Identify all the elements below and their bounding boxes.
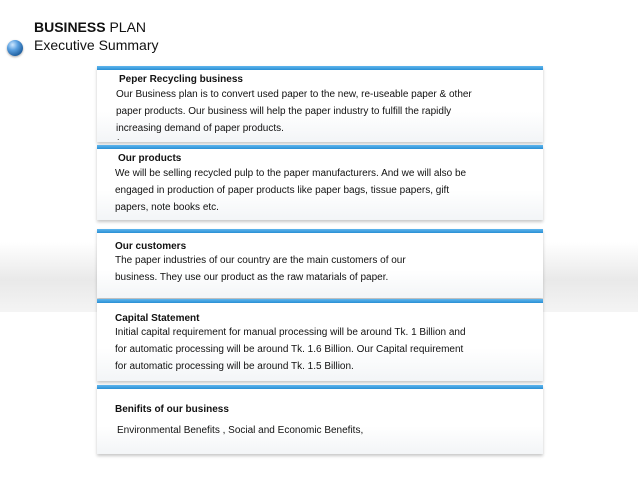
card-accent-bar [97,66,543,70]
body-line: We will be selling recycled pulp to the paper manufacturers. And we will also be [115,168,467,179]
section-body [115,165,466,216]
card-accent-bar [97,229,543,233]
slide-subtitle: Executive Summary [34,37,159,53]
card-accent-bar [97,299,543,303]
section-body [115,252,406,286]
body-line: for automatic processing will be around Tk. 1.6 Billion. Our Capital requirement [115,344,464,355]
body-line: engaged in production of paper products like paper bags, tissue papers, gift [115,185,450,196]
section-card-products [97,145,543,220]
body-line: The paper industries of our country are the main customers of our [115,255,406,266]
body-line: paper products. Our business will help the paper industry to fulfill the rapidly [116,106,452,117]
section-body [117,422,363,439]
section-card-recycling [97,66,543,142]
section-card-capital [97,299,543,381]
section-heading: Peper Recycling business [119,74,243,85]
section-body [116,86,472,137]
section-heading: Benifits of our business [115,404,229,415]
slide-title [34,18,158,36]
title-rest-part: PLAN [105,19,147,35]
section-heading: Our customers [115,241,187,252]
section-body [115,324,466,375]
slide-header [34,18,158,54]
card-accent-bar [97,145,543,149]
section-heading: Our products [118,153,182,164]
body-line: Our Business plan is to convert used paper to the new, re-useable paper & other [116,89,472,100]
section-heading: Capital Statement [115,313,200,324]
body-line: Environmental Benefits , Social and Economic Benefits, [117,425,364,436]
section-card-customers [97,229,543,298]
body-line: for automatic processing will be around Tk. 1.5 Billion. [115,361,354,372]
title-bold-part: BUSINESS [34,19,106,35]
body-line: Initial capital requirement for manual processing will be around Tk. 1 Billion and [115,327,466,338]
body-line: business. They use our product as the raw matarials of paper. [115,272,389,283]
stray-dot: . [117,132,120,142]
section-card-benefits [97,385,543,454]
card-accent-bar [97,385,543,389]
body-line: increasing demand of paper products. [116,123,284,134]
bullet-sphere-icon [7,40,23,56]
body-line: papers, note books etc. [115,202,219,213]
